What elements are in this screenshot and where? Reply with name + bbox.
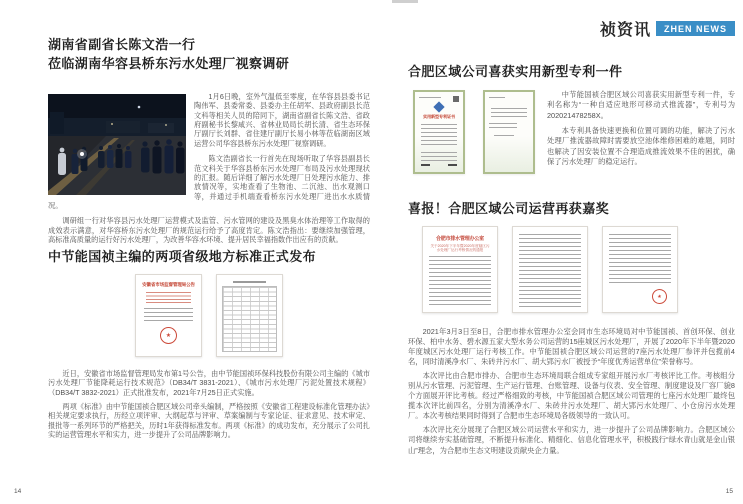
certificate-text-lines bbox=[421, 152, 458, 164]
certificate-top-line bbox=[489, 97, 505, 100]
certificate-text-lines bbox=[489, 123, 517, 128]
newsletter-masthead bbox=[600, 17, 735, 40]
article4-paragraph: 本次评比由合肥市排办、合肥市生态环境局联合组成专家组开展污水厂考核评比工作。考核组分别从污水管理、污泥管理、生产运行管理、台账管理、设备与仪表、安全管理、制度建设及厂容厂貌8个方面展开评比考核。经过严格细致的考核，中节能国祯合肥区域公司管理的七座污水处理厂最终包揽本次评比前四名，分别为清溪净水厂、朱砖井污水处理厂、胡大郢污水处理厂、小仓房污水处理厂。本次考核结果同时得到了合肥市生态环境局各级领导的一致认可。 bbox=[408, 371, 735, 421]
notice-subtitle: 关于2020年下半年暨2020年度辖区污水处理厂运行考核情况的通报 bbox=[430, 243, 490, 253]
article3 bbox=[408, 63, 735, 174]
award-notice-document bbox=[422, 226, 735, 313]
article1-body bbox=[48, 92, 370, 250]
announcement-text-lines bbox=[144, 308, 194, 322]
article1-title-line2: 莅临湖南华容县桥东污水处理厂视察调研 bbox=[48, 55, 290, 71]
article4-body bbox=[408, 327, 735, 456]
page-number-left: 14 bbox=[14, 488, 22, 495]
notice-text-lines bbox=[609, 234, 671, 286]
brand-name-en-badge: ZHEN NEWS bbox=[656, 21, 735, 36]
notice-page-1 bbox=[422, 226, 498, 313]
brand-name-cn: 祯资讯 bbox=[599, 22, 651, 39]
standards-documents bbox=[48, 274, 370, 357]
article3-body bbox=[547, 90, 735, 173]
certificate-title: 实用新型专利证书 bbox=[423, 113, 455, 119]
red-seal-stamp: ★ bbox=[160, 327, 177, 344]
standards-table-document bbox=[216, 274, 283, 357]
article1-paragraph: 1月6日晚，室外气温低至零度，在华容县县委书记陶伟军、县委常委、县委办主任胡军、县政府副县长范文科等相关人员的陪同下，湖南省副省长陈文浩、省政府副秘书长黎咸兴、省林业局局长胡长清、省生态环保厅副厅长刘群、省住建厅副厅长易小林等莅临湖南区域运营公司华容县桥东污水处理厂视察调研。 bbox=[194, 92, 370, 148]
article2-body bbox=[48, 369, 370, 440]
notice-issuer: 合肥市排水管理办公室 bbox=[435, 235, 484, 242]
article2-title: 中节能国祯主编的两项省级地方标准正式发布 bbox=[48, 249, 317, 264]
article3-paragraph: 中节能国祯合肥区域公司喜获实用新型专利一件，专利名称为“一种自适应地形可移动式推流器”，专利号为202021478258X。 bbox=[547, 89, 735, 120]
certificate-text-lines bbox=[494, 135, 514, 138]
article2-paragraph: 两项《标准》由中节能国祯合肥区域公司牵头编制，严格按照《安徽省工程建设标准化管理办法》相关规定要求执行，历经立项评审、大纲起草与评审、草案编制与专家论证、征求意见、技术审定、报批等一系列环节的严格把关，历时1年获得标准发布。两项《标准》的成功发布，充分展示了公司扎实的运营管理水平和实力，进一步提升了公司品牌影响力。 bbox=[48, 401, 370, 439]
certificate-signatures bbox=[421, 164, 457, 166]
article2-paragraph: 近日，安徽省市场监督管理局发布第1号公告，由中节能国祯环保科技股份有限公司主编的《城市污水处理厂节能降耗运行技术规范》（DB34/T 3831-2021）、《城市污水处理厂污泥处置技术规程》（DB34/T 3832-2021）正式批准发布，2021年7月25日正式实施。 bbox=[48, 368, 370, 397]
notice-text-lines bbox=[519, 234, 581, 308]
certificate-text-lines bbox=[421, 124, 458, 148]
site-visit-night-photo bbox=[48, 94, 186, 195]
table-document-header bbox=[233, 281, 266, 283]
standards-table-grid bbox=[222, 286, 277, 352]
announcement-red-lines bbox=[146, 292, 191, 303]
patent-certificate-2 bbox=[483, 90, 535, 174]
article4 bbox=[408, 200, 735, 460]
qr-code bbox=[453, 96, 459, 102]
article1-paragraph: 陈文浩副省长一行首先在现场听取了华容县副县长范文科关于华容县桥东污水处理厂布局及污水处理现状的汇报。随后详细了解污水处理厂日处理污水能力、排放情况等，实地查看了生物池、二沉池、出水观测口等，并通过手机端查看桥东污水处理厂进出水水质情况。 bbox=[48, 154, 370, 210]
article3-paragraph: 本专利具备快速更换和位置可调的功能，解决了污水处理厂推流器故障时需要放空池体维修困难的难题，同时也解决了因安装位置不合理造成推流效果不佳的困扰，确保了污水处理厂的稳定运行。 bbox=[547, 125, 735, 166]
article4-title: 喜报！合肥区域公司运营再获嘉奖 bbox=[408, 201, 610, 216]
article1-paragraph: 调研组一行对华容县污水处理厂运营模式及监管、污水管网的建设及黑臭水体治理等工作取得的成效表示满意，对华容桥东污水处理厂的规范运行给予了高度肯定。陈文浩指出：要继续加强管理，高标准高质量的运行好污水处理厂，为改善华容水环境、提升居民幸福指数作出应有的贡献。 bbox=[48, 216, 370, 245]
red-seal-stamp: ★ bbox=[651, 288, 668, 305]
patent-office-logo bbox=[433, 101, 444, 112]
notice-page-3 bbox=[602, 226, 678, 313]
patent-certificate-1 bbox=[413, 90, 465, 174]
scan-edge-mark bbox=[392, 0, 418, 3]
article4-paragraph: 本次评比充分展现了合肥区域公司运营水平和实力，进一步提升了公司品牌影响力。合肥区域公司将继续夯实基础管理，不断提升标准化、精细化、信息化管理水平，积极践行“绿水青山就是金山银山”理念，为合肥市生态文明建设贡献央企力量。 bbox=[408, 425, 735, 455]
article2 bbox=[48, 248, 370, 444]
article1-title-line1: 湖南省副省长陈文浩一行 bbox=[48, 37, 196, 52]
notice-page-2 bbox=[512, 226, 588, 313]
article3-title: 合肥区域公司喜获实用新型专利一件 bbox=[408, 64, 623, 79]
article1-title bbox=[48, 36, 372, 74]
article4-paragraph: 2021年3月3日至8日，合肥市排水管理办公室会同市生态环境局对中节能国祯、首创环保、创业环保、柏中水务、碧水源五家大型水务公司运营的15座城区污水处理厂，开展了2020年下半年暨2020年度城区污水处理厂运行考核工作。中节能国祯合肥区域公司运营的7座污水处理厂参评并包揽前4名，同时清溪净水厂、朱砖井污水厂、胡大郢污水厂被授予“年度优秀运营单位”荣誉称号。 bbox=[408, 326, 735, 367]
certificate-text-lines bbox=[491, 108, 528, 118]
certificate-top-line bbox=[419, 97, 441, 100]
notice-text-lines bbox=[429, 256, 491, 306]
announcement-document bbox=[135, 274, 202, 357]
page-number-right: 15 bbox=[725, 488, 733, 495]
announcement-document-title: 安徽省市场监督管理局公告 bbox=[142, 281, 195, 287]
